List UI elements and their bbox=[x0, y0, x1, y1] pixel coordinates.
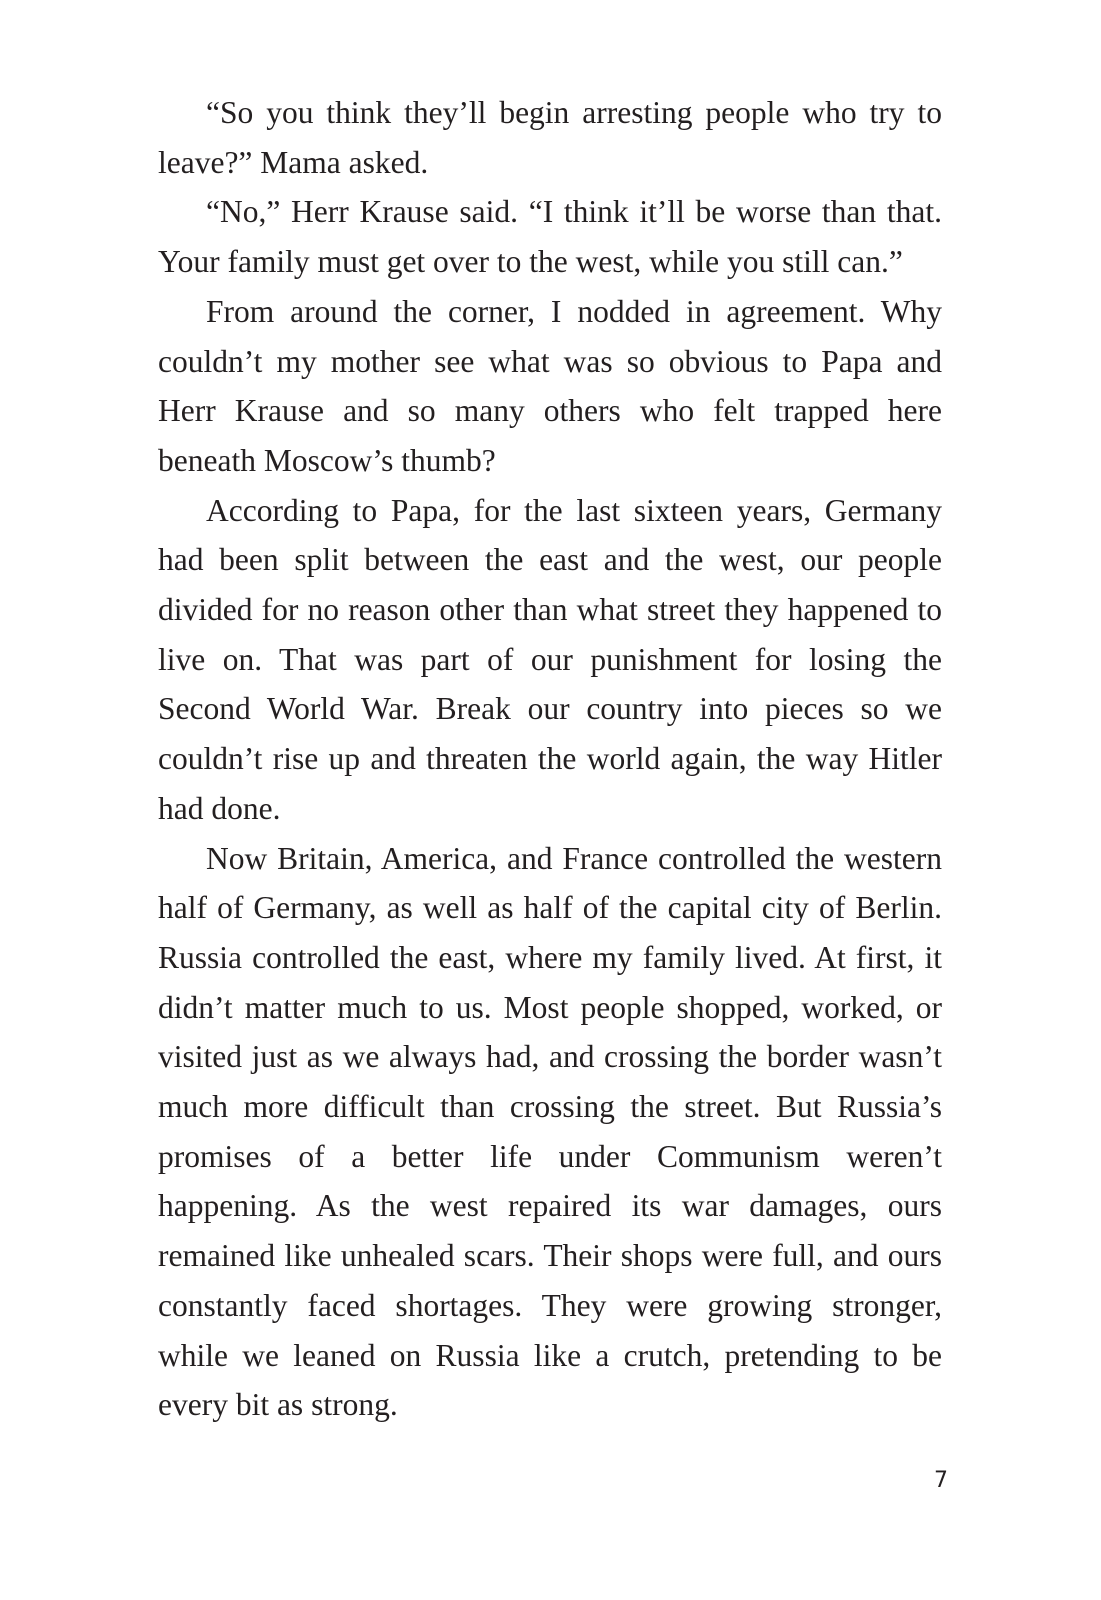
paragraph-3: From around the corner, I nodded in agreement. Why couldn’t my mother see what was so obvious to Papa and Herr Krause and so many others who felt trapped here beneath Moscow’s thumb? bbox=[158, 293, 942, 478]
paragraph-1: “So you think they’ll begin arresting people who try to leave?” Mama asked. bbox=[158, 95, 942, 180]
page-number: 7 bbox=[934, 1468, 948, 1493]
paragraph-4: According to Papa, for the last sixteen years, Germany had been split between the east and the west, our people divided for no reason other than what street they happened to live on. That was part of our punishment for losing the Second World War. Break our country into pieces so we couldn’t rise up and threaten the world again, the way Hitler had done. bbox=[158, 492, 942, 826]
paragraph-5: Now Britain, America, and France controlled the western half of Germany, as well as half of the capital city of Berlin. Russia controlled the east, where my family lived. At first, it didn’t matter much to us. Most people shopped, worked, or visited just as we always had, and crossing the border wasn’t much more difficult than crossing the street. But Russia’s promises of a better life under Communism weren’t happening. As the west repaired its war damages, ours remained like unhealed scars. Their shops were full, and ours constantly faced shortages. They were growing stronger, while we leaned on Russia like a crutch, pretending to be every bit as strong. bbox=[158, 840, 942, 1423]
body-text bbox=[158, 88, 942, 1430]
paragraph-2: “No,” Herr Krause said. “I think it’ll be worse than that. Your family must get over to the west, while you still can.” bbox=[158, 194, 942, 280]
